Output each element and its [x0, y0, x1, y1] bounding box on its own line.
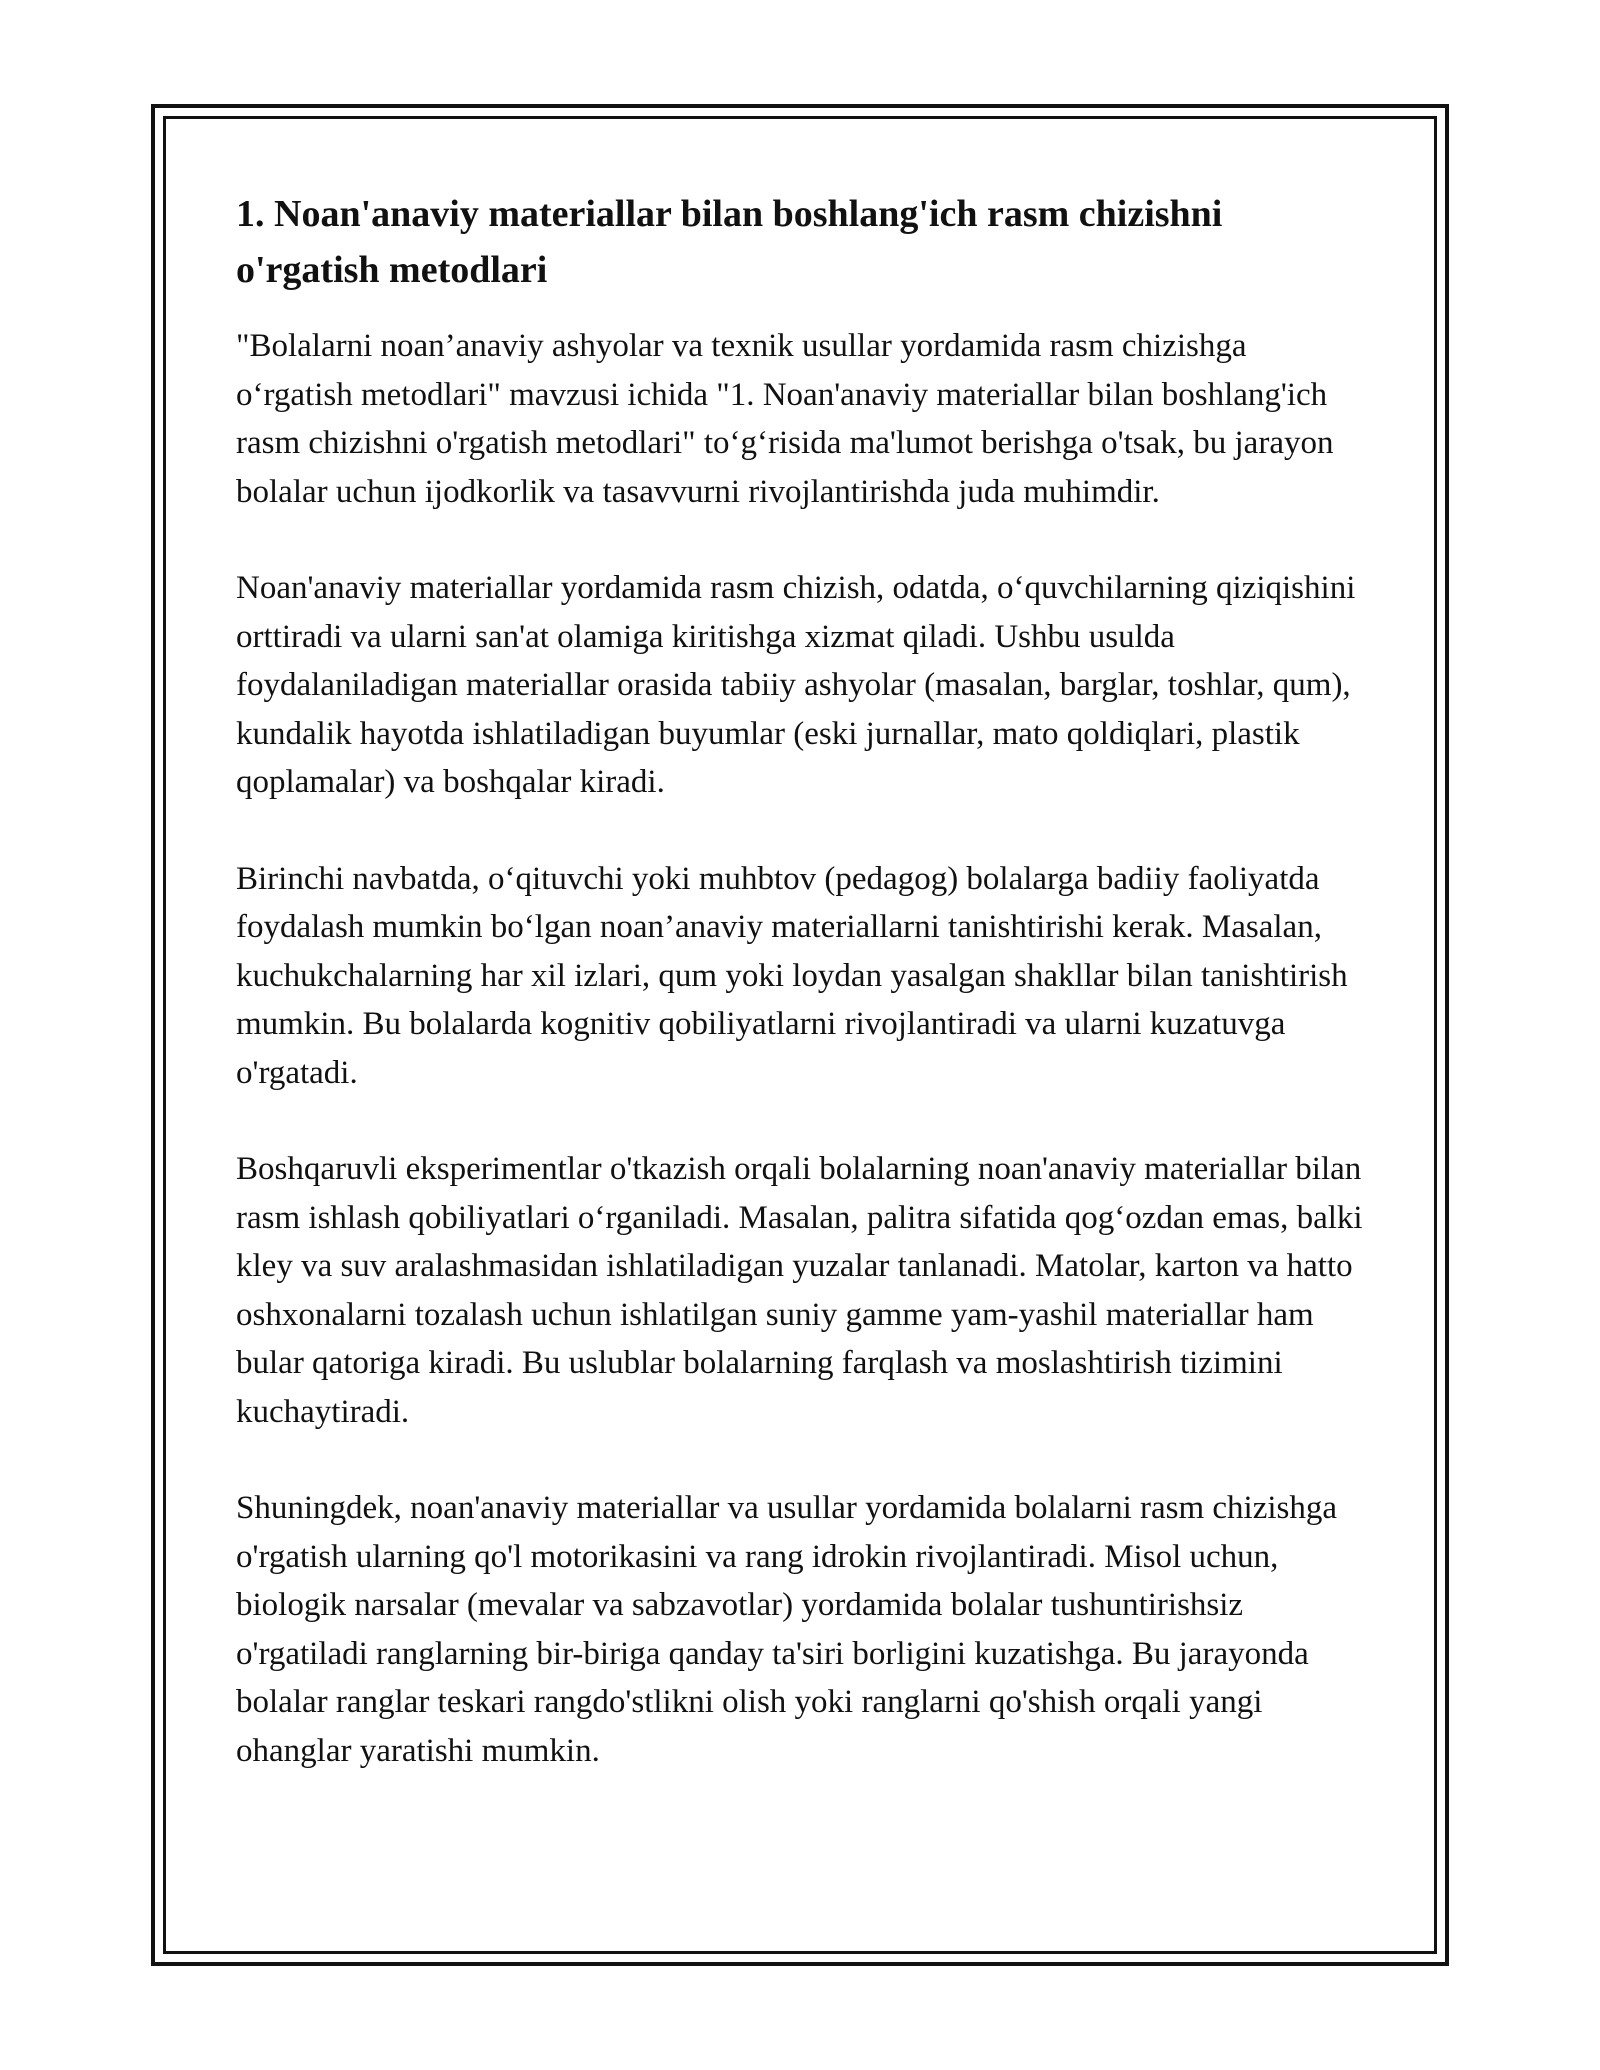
paragraph-4: Boshqaruvli eksperimentlar o'tkazish orqali bolalarning noan'anaviy materiallar bilan rasm ishlash qobiliyatlari o‘rganiladi. Masalan, palitra sifatida qog‘ozdan emas, balki kley va suv aralashmasidan ishlatiladigan yuzalar tanlanadi. Matolar, karton va hatto oshxonalarni tozalash uchun ishlatilgan suniy gamme yam-yashil materiallar ham bular qatoriga kiradi. Bu uslublar bolalarning farqlash va moslashtirish tizimini kuchaytiradi. [236, 1151, 1363, 1430]
paragraph-2: Noan'anaviy materiallar yordamida rasm chizish, odatda, o‘quvchilarning qiziqishini orttiradi va ularni san'at olamiga kiritishga xizmat qiladi. Ushbu usulda foydalaniladigan materiallar orasida tabiiy ashyolar (masalan, barglar, toshlar, qum), kundalik hayotda ishlatiladigan buyumlar (eski jurnallar, mato qoldiqlari, plastik qoplamalar) va boshqalar kiradi. [236, 570, 1356, 800]
document-body [236, 186, 1366, 1823]
paragraph-1: "Bolalarni noan’anaviy ashyolar va texnik usullar yordamida rasm chizishga o‘rgatish metodlari" mavzusi ichida "1. Noan'anaviy materiallar bilan boshlang'ich rasm chizishni o'rgatish metodlari" to‘g‘risida ma'lumot berishga o'tsak, bu jarayon bolalar uchun ijodkorlik va tasavvurni rivojlantirishda juda muhimdir. [236, 328, 1334, 510]
paragraph-3: Birinchi navbatda, o‘qituvchi yoki muhbtov (pedagog) bolalarga badiiy faoliyatda foydalash mumkin bo‘lgan noan’anaviy materiallarni tanishtirishi kerak. Masalan, kuchukchalarning har xil izlari, qum yoki loydan yasalgan shakllar bilan tanishtirish mumkin. Bu bolalarda kognitiv qobiliyatlarni rivojlantiradi va ularni kuzatuvga o'rgatadi. [236, 860, 1348, 1091]
document-title: 1. Noan'anaviy materiallar bilan boshlang'ich rasm chizishni o'rgatish metodlari [236, 193, 1223, 291]
paragraph-5: Shuningdek, noan'anaviy materiallar va usullar yordamida bolalarni rasm chizishga o'rgatish ularning qo'l motorikasini va rang idrokin rivojlantiradi. Misol uchun, biologik narsalar (mevalar va sabzavotlar) yordamida bolalar tushuntirishsiz o'rgatiladi ranglarning bir-biriga qanday ta'siri borligini kuzatishga. Bu jarayonda bolalar ranglar teskari rangdo'stlikni olish yoki ranglarni qo'shish orqali yangi ohanglar yaratishi mumkin. [236, 1490, 1338, 1769]
